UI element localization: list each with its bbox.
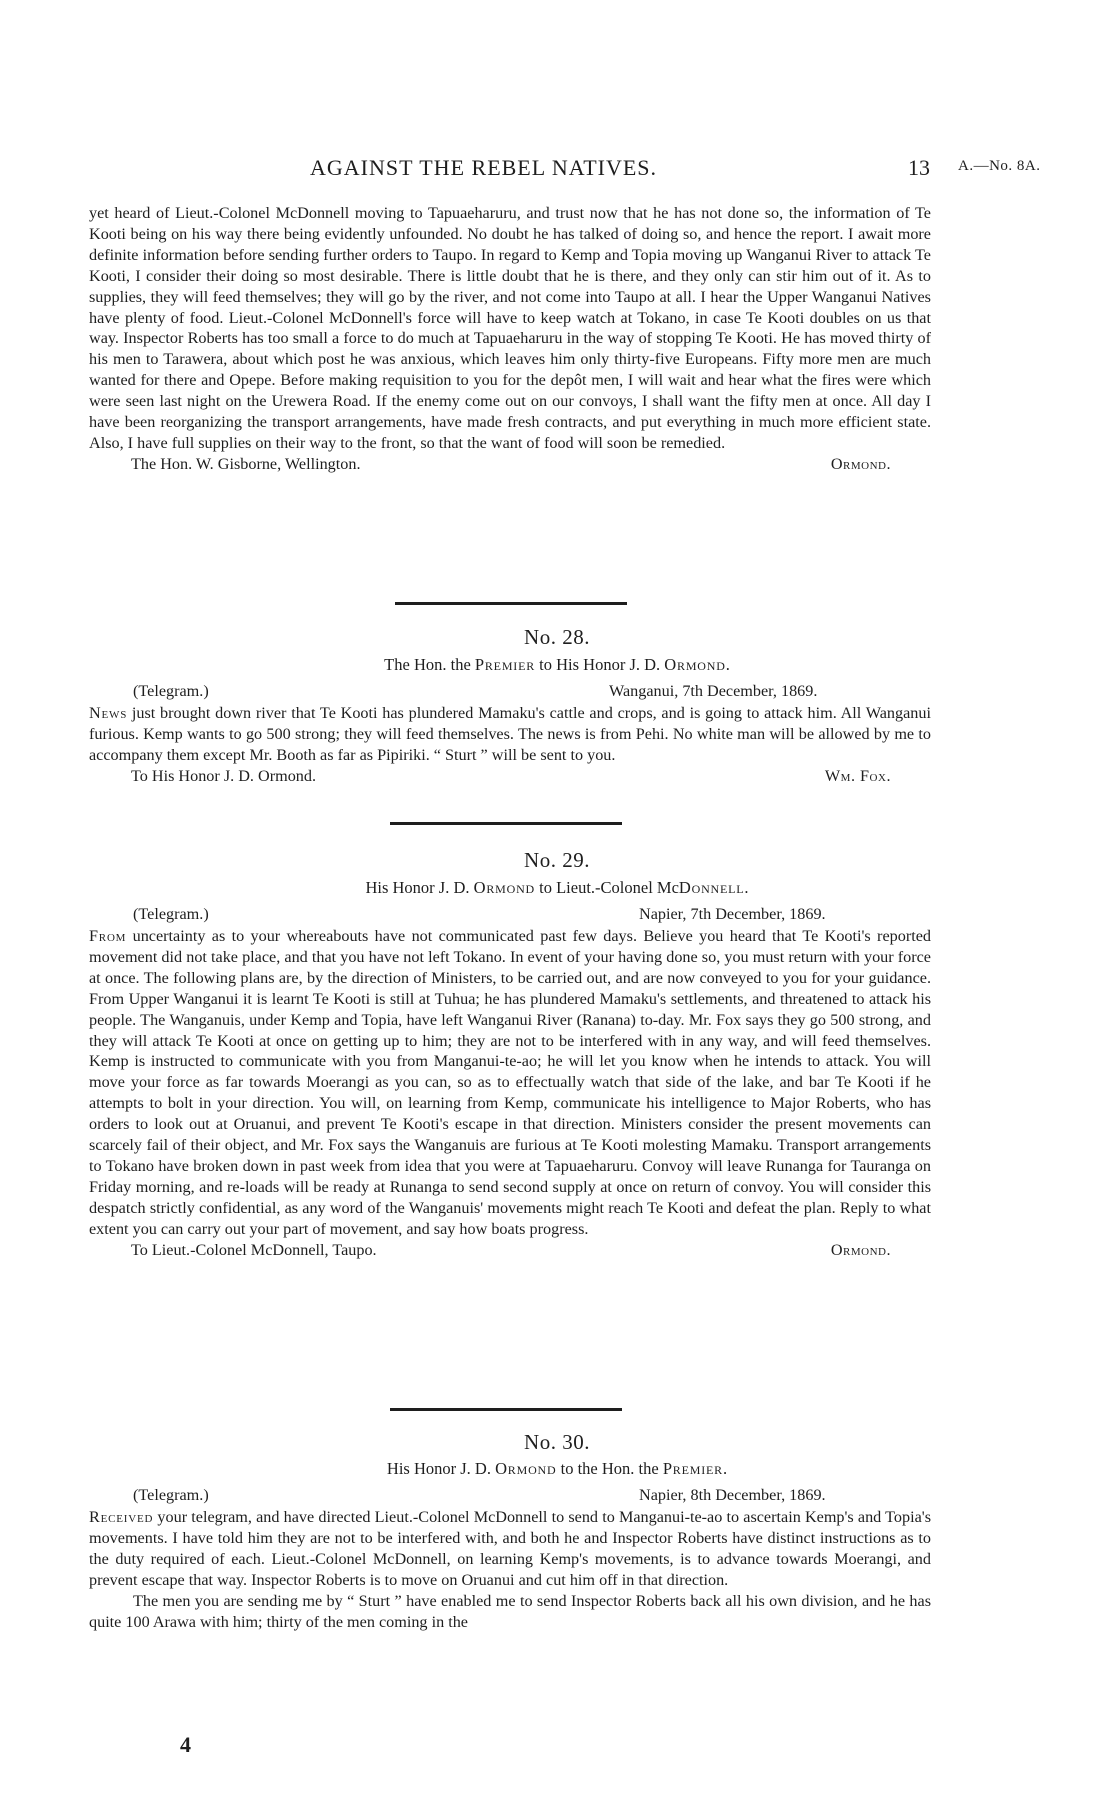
doc30-kind: (Telegram.) <box>133 1486 209 1504</box>
section-divider <box>390 822 622 825</box>
heading-part: . <box>722 1459 728 1478</box>
doc28-section <box>89 703 931 787</box>
lead-word: From <box>89 927 127 945</box>
heading-part: . <box>744 878 749 897</box>
heading-part: to the Hon. the <box>556 1459 663 1478</box>
doc29-meta <box>89 905 889 926</box>
body-text: your telegram, and have directed Lieut.-Colonel McDonnell to send to Manganui-te-ao to ascertain Kemp's and Topia's movements. I have told him they are not to be interfered with, and both he and Inspector Roberts have distinct instructions as to the duty required of each. Lieut.-Colonel McDonnell, on learning Kemp's movements, is to advance towards Moerangi, and prevent escape that way. Inspector Roberts is to move on Oruanui and cut him off in that direction. <box>89 1508 931 1589</box>
heading-part: Donnell <box>678 878 745 897</box>
doc29-signoff <box>89 1240 931 1261</box>
heading-part: The Hon. the <box>384 655 475 674</box>
heading-part: Ormond <box>495 1459 557 1478</box>
heading-part: Premier <box>474 655 536 674</box>
heading-part: His Honor J. D. <box>365 878 474 897</box>
doc27-body: yet heard of Lieut.-Colonel McDonnell moving to Tapuaeharuru, and trust now that he has not done so, the information of Te Kooti being on his way there being evidently unfounded. No doubt he has talked of doing so, and hence the report. I await more definite information before sending further orders to Taupo. In regard to Kemp and Topia moving up Wanganui River to attack Te Kooti, I consider their doing so most desirable. There is little doubt that he is there, and they only can stir him out of it. As to supplies, they will feed themselves; they will go by the river, and not come into Taupo at all. I hear the Upper Wanganui Natives have plenty of food. Lieut.-Colonel McDonnell's force will have to keep watch at Tokano, in case Te Kooti doubles on us that way. Inspector Roberts has too small a force to do much at Tapuaeharuru in the way of stopping Te Kooti. He has moved thirty of his men to Tarawera, about which post he was anxious, which leaves him only thirty-five Europeans. Fifty more men are much wanted for there and Opepe. Before making requisition to you for the depôt men, I will wait and hear what the fires were which were seen last night on the Urewera Road. If the enemy come out on our convoys, I shall want the fifty men at once. All day I have been reorganizing the transport arrangements, have made fresh contracts, and put everything in much more efficient state. Also, I have full supplies on their way to the front, so that the want of food will soon be remedied. <box>89 204 931 452</box>
doc28-signature: Wm. Fox. <box>824 766 891 785</box>
section-divider <box>390 1408 622 1411</box>
doc30-section <box>89 1507 931 1632</box>
paper-reference: A.—No. 8A. <box>958 158 1041 174</box>
doc28-meta <box>89 682 889 703</box>
heading-part: Ormond <box>473 878 535 897</box>
heading-part: to Lieut.-Colonel Mc <box>535 878 679 897</box>
doc29-place-date: Napier, 7th December, 1869. <box>639 905 826 923</box>
doc30-body-continued: The men you are sending me by “ Sturt ” have enabled me to send Inspector Roberts back all his own division, and he has quite 100 Arawa with him; thirty of the men coming in the <box>89 1591 931 1631</box>
doc28-heading <box>0 655 1114 675</box>
body-text: uncertainty as to your whereabouts have not communicated past few days. Believe you heard that Te Kooti's reported movement did not take place, and that you have not left Tokano. In event of your having done so, you must return with your force at once. The following plans are, by the direction of Ministers, to be carried out, and are now conveyed to you for your guidance. From Upper Wanganui it is learnt Te Kooti is still at Tuhua; he has plundered Mamaku's settlements, and threatened to attack his people. The Wanganuis, under Kemp and Topia, have left Wanganui River (Ranana) to-day. Mr. Fox says they go 500 strong, and they will attack Te Kooti at once on getting up to him; they are not to be interfered with in any way, and will feed themselves. Kemp is instructed to communicate with you from Manganui-te-ao; he will let you know when he intends to attack. You will move your force as far towards Moerangi as you can, so as to effectually watch that side of the lake, and bar Te Kooti if he attempts to bolt in your direction. You will, on learning from Kemp, communicate his intelligence to Major Roberts, who has orders to look out at Oruanui, and prevent Te Kooti's escape in that direction. Ministers consider the present movements can scarcely fail of their object, and Mr. Fox says the Wanganuis are furious at Te Kooti molesting Mamaku. Transport arrangements to Tokano have broken down in past week from idea that you were at Tapuaeharuru. Convoy will leave Runanga for Tauranga on Friday morning, and re-loads will be ready at Runanga to send second supply at once on return of convoy. You will consider this despatch strictly confidential, as any word of the Wanganuis' movements might reach Te Kooti and defeat the plan. Reply to what extent you can carry out your part of movement, and say how boats progress. <box>89 927 931 1238</box>
doc30-meta <box>89 1486 889 1507</box>
heading-part: His Honor J. D. <box>386 1459 496 1478</box>
heading-part: to His Honor J. D. <box>535 655 665 674</box>
section-divider <box>395 602 627 605</box>
lead-word: Received <box>89 1508 154 1526</box>
doc29-addressee: To Lieut.-Colonel McDonnell, Taupo. <box>131 1240 377 1259</box>
doc29-signature: Ormond. <box>830 1240 891 1259</box>
heading-part: Ormond <box>664 655 726 674</box>
doc27-continuation <box>89 203 931 475</box>
doc28-signoff <box>89 766 931 787</box>
signature-mark: 4 <box>180 1732 191 1757</box>
body-text: just brought down river that Te Kooti has plundered Mamaku's cattle and crops, and is going to attack him. All Wanganui furious. Kemp wants to go 500 strong; they will feed themselves. The news is from Pehi. No white man will be allowed by me to accompany them except Mr. Booth as far as Pipiriki. “ Sturt ” will be sent to you. <box>89 704 931 764</box>
doc29-kind: (Telegram.) <box>133 905 209 923</box>
doc28-kind: (Telegram.) <box>133 682 209 700</box>
doc29-title: No. 29. <box>524 848 590 872</box>
doc27-addressee: The Hon. W. Gisborne, Wellington. <box>131 454 361 473</box>
lead-word: News <box>89 704 128 722</box>
doc30-body <box>89 1507 931 1591</box>
doc29-section <box>89 926 931 1261</box>
doc30-heading <box>0 1459 1114 1479</box>
running-title: AGAINST THE REBEL NATIVES. <box>310 155 658 180</box>
doc28-title: No. 28. <box>524 625 590 649</box>
page-number: 13 <box>908 155 930 180</box>
doc27-signoff <box>89 454 931 475</box>
heading-part: . <box>725 655 730 674</box>
doc27-signature: Ormond. <box>830 454 891 473</box>
doc29-heading <box>0 878 1114 898</box>
doc30-place-date: Napier, 8th December, 1869. <box>639 1486 826 1504</box>
doc30-title: No. 30. <box>524 1430 590 1454</box>
heading-part: Premier <box>662 1459 723 1478</box>
page-header <box>0 155 1114 185</box>
doc29-body <box>89 926 931 1240</box>
doc28-addressee: To His Honor J. D. Ormond. <box>131 766 317 785</box>
doc28-place-date: Wanganui, 7th December, 1869. <box>609 682 818 700</box>
doc28-body <box>89 703 931 766</box>
